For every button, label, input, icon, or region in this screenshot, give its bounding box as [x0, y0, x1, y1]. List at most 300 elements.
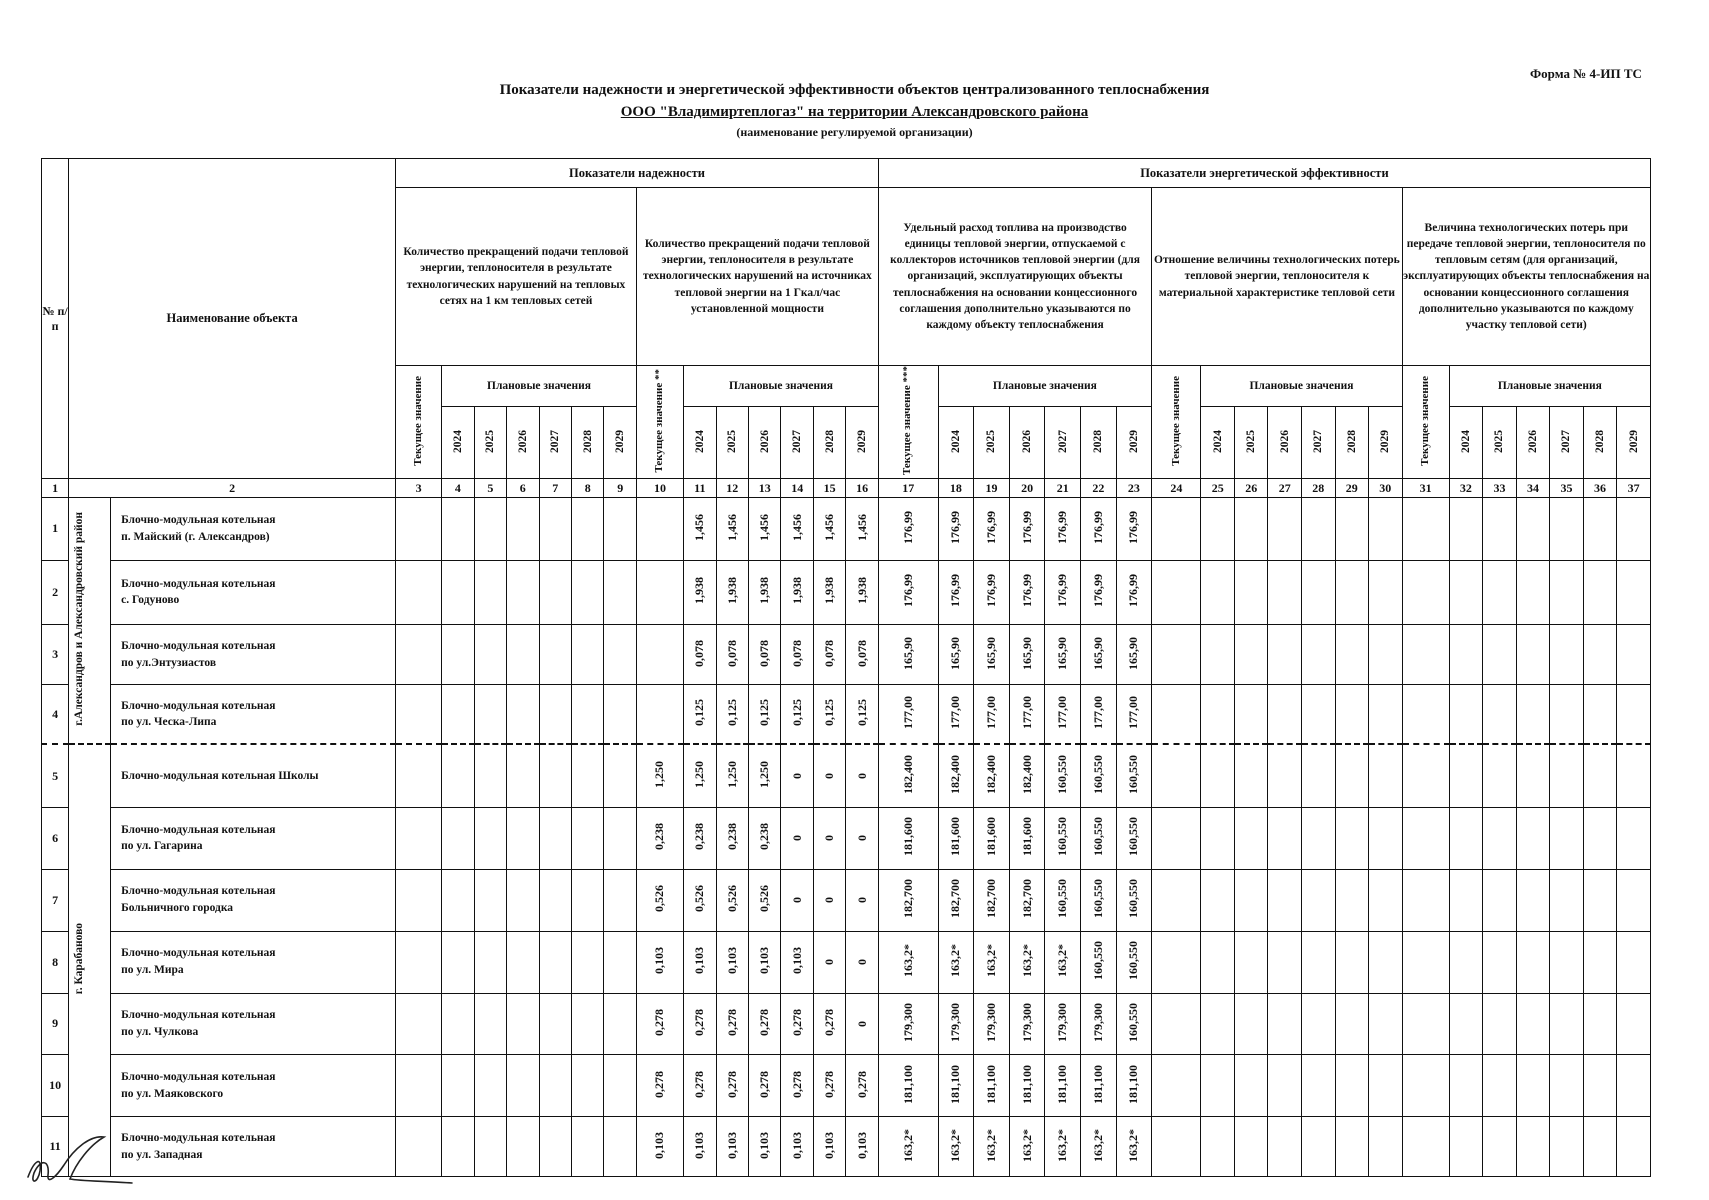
column-number: 2 — [69, 479, 396, 498]
empty-cell — [1302, 931, 1336, 993]
value-cell-reliability: 1,456 — [716, 498, 748, 561]
value-cell-reliability: 1,938 — [684, 560, 716, 624]
year-header: 2026 — [1268, 407, 1302, 479]
row-number: 3 — [42, 624, 69, 685]
empty-cell — [571, 931, 603, 993]
object-name — [111, 1117, 396, 1177]
empty-cell — [1369, 744, 1403, 807]
empty-cell — [396, 869, 442, 931]
empty-cell — [1268, 744, 1302, 807]
empty-cell — [1234, 931, 1268, 993]
column-number: 6 — [507, 479, 539, 498]
value-cell-reliability — [636, 685, 683, 744]
empty-cell — [1583, 1055, 1617, 1117]
table-row — [42, 685, 1651, 744]
year-header: 2026 — [507, 407, 539, 479]
empty-cell — [1483, 1055, 1517, 1117]
empty-cell — [1152, 744, 1201, 807]
header-current-3: Текущее значение *** — [878, 366, 938, 479]
empty-cell — [1402, 869, 1449, 931]
column-number: 24 — [1152, 479, 1201, 498]
empty-cell — [1201, 993, 1235, 1055]
empty-cell — [1583, 1117, 1617, 1177]
empty-cell — [1550, 624, 1584, 685]
empty-cell — [1302, 1117, 1336, 1177]
value-cell-fuel: 179,300 — [974, 993, 1010, 1055]
value-cell-reliability: 0,103 — [684, 931, 716, 993]
empty-cell — [1402, 498, 1449, 561]
value-cell-fuel: 177,00 — [1009, 685, 1045, 744]
value-cell-fuel: 160,550 — [1045, 744, 1081, 807]
value-cell-reliability: 1,456 — [684, 498, 716, 561]
empty-cell — [1201, 560, 1235, 624]
value-cell-fuel: 182,700 — [878, 869, 938, 931]
empty-cell — [1234, 807, 1268, 869]
signature — [20, 1125, 140, 1195]
empty-cell — [1201, 744, 1235, 807]
empty-cell — [1617, 931, 1651, 993]
year-header: 2029 — [846, 407, 878, 479]
value-cell-fuel: 182,400 — [938, 744, 974, 807]
object-name-line2: по ул.Энтузиастов — [121, 656, 217, 669]
value-cell-fuel: 163,2* — [1116, 1117, 1152, 1177]
value-cell-fuel: 177,00 — [878, 685, 938, 744]
column-number: 19 — [974, 479, 1010, 498]
table-row — [42, 807, 1651, 869]
value-cell-reliability: 0 — [813, 744, 845, 807]
empty-cell — [539, 744, 571, 807]
value-cell-reliability: 0 — [813, 931, 845, 993]
empty-cell — [604, 807, 636, 869]
year-header: 2026 — [1009, 407, 1045, 479]
value-cell-fuel: 179,300 — [1009, 993, 1045, 1055]
empty-cell — [1583, 993, 1617, 1055]
empty-cell — [474, 560, 506, 624]
value-cell-fuel: 181,600 — [878, 807, 938, 869]
empty-cell — [474, 1055, 506, 1117]
empty-cell — [571, 869, 603, 931]
table-body — [42, 498, 1651, 1177]
value-cell-fuel: 181,600 — [938, 807, 974, 869]
value-cell-reliability: 0,125 — [684, 685, 716, 744]
column-number: 36 — [1583, 479, 1617, 498]
value-cell-fuel: 181,100 — [1009, 1055, 1045, 1117]
value-cell-reliability: 0,238 — [748, 807, 780, 869]
value-cell-fuel: 176,99 — [1081, 560, 1117, 624]
value-cell-fuel: 165,90 — [1045, 624, 1081, 685]
document-title: Показатели надежности и энергетической эффективности объектов централизованного теплоснабжения — [499, 82, 1210, 98]
value-cell-fuel: 163,2* — [878, 931, 938, 993]
empty-cell — [571, 807, 603, 869]
empty-cell — [1483, 807, 1517, 869]
empty-cell — [1617, 807, 1651, 869]
empty-cell — [396, 1055, 442, 1117]
empty-cell — [1302, 498, 1336, 561]
object-name-line2: по ул. Гагарина — [121, 840, 203, 853]
value-cell-fuel: 163,2* — [1009, 931, 1045, 993]
empty-cell — [571, 993, 603, 1055]
empty-cell — [1152, 624, 1201, 685]
year-header: 2026 — [748, 407, 780, 479]
value-cell-reliability: 1,938 — [813, 560, 845, 624]
empty-cell — [571, 685, 603, 744]
column-number: 13 — [748, 479, 780, 498]
empty-cell — [1268, 498, 1302, 561]
object-name-line2: по ул. Западная — [121, 1148, 203, 1161]
empty-cell — [1617, 685, 1651, 744]
row-number: 11 — [42, 1117, 69, 1177]
empty-cell — [571, 560, 603, 624]
column-number: 18 — [938, 479, 974, 498]
empty-cell — [1402, 560, 1449, 624]
empty-cell — [604, 744, 636, 807]
empty-cell — [1449, 685, 1483, 744]
table-row — [42, 624, 1651, 685]
object-name-line1: Блочно-модульная котельная — [121, 885, 276, 898]
column-number: 23 — [1116, 479, 1152, 498]
value-cell-fuel: 176,99 — [1045, 498, 1081, 561]
value-cell-fuel: 160,550 — [1081, 931, 1117, 993]
column-number: 5 — [474, 479, 506, 498]
value-cell-reliability: 0 — [781, 869, 813, 931]
empty-cell — [507, 560, 539, 624]
year-header: 2029 — [1369, 407, 1403, 479]
row-number: 7 — [42, 869, 69, 931]
empty-cell — [1516, 685, 1550, 744]
empty-cell — [396, 560, 442, 624]
empty-cell — [1302, 744, 1336, 807]
empty-cell — [1268, 993, 1302, 1055]
year-header: 2028 — [1583, 407, 1617, 479]
object-name-line1: Блочно-модульная котельная — [121, 577, 276, 590]
object-name-line2: по ул. Чулкова — [121, 1025, 199, 1038]
empty-cell — [1152, 993, 1201, 1055]
column-number: 28 — [1302, 479, 1336, 498]
empty-cell — [1402, 993, 1449, 1055]
value-cell-fuel: 163,2* — [938, 931, 974, 993]
empty-cell — [1234, 1055, 1268, 1117]
empty-cell — [1483, 931, 1517, 993]
column-number: 17 — [878, 479, 938, 498]
value-cell-reliability: 1,938 — [716, 560, 748, 624]
region-aleksandrov: г.Александров и Александровский район — [69, 498, 111, 745]
empty-cell — [1268, 1117, 1302, 1177]
object-name-line2: с. Годуново — [121, 594, 180, 607]
row-number: 2 — [42, 560, 69, 624]
empty-cell — [1402, 624, 1449, 685]
column-number: 32 — [1449, 479, 1483, 498]
empty-cell — [1369, 685, 1403, 744]
value-cell-reliability: 0,103 — [813, 1117, 845, 1177]
empty-cell — [474, 1117, 506, 1177]
value-cell-fuel: 177,00 — [1116, 685, 1152, 744]
object-name — [111, 1055, 396, 1117]
column-number: 9 — [604, 479, 636, 498]
empty-cell — [1152, 1055, 1201, 1117]
empty-cell — [1335, 624, 1369, 685]
empty-cell — [507, 624, 539, 685]
value-cell-fuel: 163,2* — [878, 1117, 938, 1177]
empty-cell — [1617, 498, 1651, 561]
value-cell-reliability: 0,278 — [636, 1055, 683, 1117]
empty-cell — [539, 931, 571, 993]
value-cell-fuel: 160,550 — [1081, 807, 1117, 869]
empty-cell — [604, 685, 636, 744]
header-planned-4: Плановые значения — [1201, 366, 1402, 407]
object-name — [111, 685, 396, 744]
column-numbers-row — [42, 479, 1651, 498]
empty-cell — [507, 1117, 539, 1177]
row-number: 10 — [42, 1055, 69, 1117]
empty-cell — [1201, 1117, 1235, 1177]
empty-cell — [1483, 560, 1517, 624]
header-planned-1: Плановые значения — [442, 366, 637, 407]
value-cell-fuel: 163,2* — [1081, 1117, 1117, 1177]
value-cell-reliability: 1,938 — [748, 560, 780, 624]
empty-cell — [1483, 685, 1517, 744]
empty-cell — [1617, 560, 1651, 624]
value-cell-reliability: 1,456 — [813, 498, 845, 561]
object-name-line2: по ул. Маяковского — [121, 1087, 224, 1100]
empty-cell — [539, 1055, 571, 1117]
empty-cell — [1335, 560, 1369, 624]
column-number: 14 — [781, 479, 813, 498]
object-name-line2: по ул. Мира — [121, 964, 184, 977]
column-number: 20 — [1009, 479, 1045, 498]
column-number: 22 — [1081, 479, 1117, 498]
empty-cell — [1617, 993, 1651, 1055]
value-cell-fuel: 165,90 — [1009, 624, 1045, 685]
empty-cell — [1268, 869, 1302, 931]
empty-cell — [1516, 498, 1550, 561]
object-name — [111, 931, 396, 993]
header-current-2: Текущее значение ** — [636, 366, 683, 479]
empty-cell — [474, 807, 506, 869]
empty-cell — [1302, 869, 1336, 931]
empty-cell — [442, 931, 474, 993]
empty-cell — [1201, 869, 1235, 931]
empty-cell — [1234, 1117, 1268, 1177]
empty-cell — [396, 993, 442, 1055]
value-cell-reliability: 1,250 — [748, 744, 780, 807]
empty-cell — [539, 869, 571, 931]
organization-caption: (наименование регулируемой организации) — [736, 125, 973, 139]
value-cell-fuel: 160,550 — [1081, 869, 1117, 931]
empty-cell — [442, 744, 474, 807]
empty-cell — [604, 931, 636, 993]
year-header: 2024 — [442, 407, 474, 479]
empty-cell — [1302, 993, 1336, 1055]
value-cell-reliability: 0,103 — [636, 931, 683, 993]
value-cell-fuel: 176,99 — [878, 560, 938, 624]
column-number: 26 — [1234, 479, 1268, 498]
value-cell-reliability: 0,103 — [716, 931, 748, 993]
header-planned-3: Плановые значения — [938, 366, 1152, 407]
object-name-line1: Блочно-модульная котельная Школы — [121, 769, 319, 782]
empty-cell — [1201, 931, 1235, 993]
empty-cell — [442, 1055, 474, 1117]
object-name-line2: Больничного городка — [121, 902, 234, 915]
table-row — [42, 744, 1651, 807]
row-number: 1 — [42, 498, 69, 561]
empty-cell — [1449, 1117, 1483, 1177]
empty-cell — [1201, 1055, 1235, 1117]
year-header: 2027 — [539, 407, 571, 479]
empty-cell — [1268, 807, 1302, 869]
value-cell-reliability: 0 — [813, 869, 845, 931]
year-header: 2024 — [684, 407, 716, 479]
column-number: 35 — [1550, 479, 1584, 498]
object-name — [111, 807, 396, 869]
empty-cell — [396, 1117, 442, 1177]
empty-cell — [474, 931, 506, 993]
empty-cell — [1369, 807, 1403, 869]
value-cell-fuel: 176,99 — [938, 498, 974, 561]
year-header: 2029 — [1617, 407, 1651, 479]
empty-cell — [1335, 993, 1369, 1055]
value-cell-reliability: 0,103 — [636, 1117, 683, 1177]
value-cell-fuel: 160,550 — [1081, 744, 1117, 807]
empty-cell — [1583, 498, 1617, 561]
value-cell-reliability: 0 — [846, 744, 878, 807]
value-cell-fuel: 181,100 — [938, 1055, 974, 1117]
header-indicator-2: Количество прекращений подачи тепловой энергии, теплоносителя в результате технологических нарушений на источниках тепловой энергии на 1 Гкал/час установленной мощности — [636, 188, 878, 366]
header-current-1: Текущее значение — [396, 366, 442, 479]
value-cell-fuel: 163,2* — [974, 931, 1010, 993]
empty-cell — [1201, 685, 1235, 744]
value-cell-reliability: 0,278 — [716, 993, 748, 1055]
empty-cell — [539, 1117, 571, 1177]
header-indicator-1: Количество прекращений подачи тепловой энергии, теплоносителя в результате технологических нарушений на тепловых сетях на 1 км тепловых сетей — [396, 188, 637, 366]
table-row — [42, 498, 1651, 561]
value-cell-fuel: 179,300 — [878, 993, 938, 1055]
value-cell-reliability: 1,456 — [846, 498, 878, 561]
empty-cell — [539, 624, 571, 685]
value-cell-reliability — [636, 498, 683, 561]
object-name — [111, 869, 396, 931]
value-cell-fuel: 177,00 — [1045, 685, 1081, 744]
header-efficiency: Показатели энергетической эффективности — [878, 159, 1650, 188]
value-cell-fuel: 160,550 — [1116, 993, 1152, 1055]
year-header: 2027 — [781, 407, 813, 479]
empty-cell — [1516, 869, 1550, 931]
empty-cell — [442, 560, 474, 624]
empty-cell — [1152, 498, 1201, 561]
header-indicator-5: Величина технологических потерь при передаче тепловой энергии, теплоносителя по тепловым сетям (для организаций, эксплуатирующих объекты теплоснабжения на основании концессионного соглашения дополнительно указываются по каждому участку тепловой сети) — [1402, 188, 1650, 366]
value-cell-reliability: 0,278 — [813, 993, 845, 1055]
empty-cell — [1402, 1117, 1449, 1177]
empty-cell — [1402, 685, 1449, 744]
empty-cell — [1483, 624, 1517, 685]
empty-cell — [1268, 931, 1302, 993]
empty-cell — [1550, 498, 1584, 561]
column-number: 8 — [571, 479, 603, 498]
year-header: 2024 — [1201, 407, 1235, 479]
value-cell-reliability: 0,078 — [684, 624, 716, 685]
empty-cell — [571, 498, 603, 561]
empty-cell — [604, 993, 636, 1055]
value-cell-fuel: 176,99 — [878, 498, 938, 561]
empty-cell — [539, 498, 571, 561]
value-cell-reliability: 0,078 — [813, 624, 845, 685]
value-cell-fuel: 181,100 — [1116, 1055, 1152, 1117]
column-number: 27 — [1268, 479, 1302, 498]
empty-cell — [442, 807, 474, 869]
row-number: 4 — [42, 685, 69, 744]
empty-cell — [1234, 869, 1268, 931]
empty-cell — [442, 685, 474, 744]
empty-cell — [1152, 869, 1201, 931]
column-number: 15 — [813, 479, 845, 498]
column-number: 7 — [539, 479, 571, 498]
empty-cell — [1335, 498, 1369, 561]
empty-cell — [1369, 993, 1403, 1055]
empty-cell — [1302, 560, 1336, 624]
empty-cell — [507, 869, 539, 931]
empty-cell — [539, 560, 571, 624]
empty-cell — [474, 744, 506, 807]
empty-cell — [1449, 1055, 1483, 1117]
empty-cell — [571, 1055, 603, 1117]
value-cell-reliability: 0 — [781, 744, 813, 807]
empty-cell — [1516, 560, 1550, 624]
year-header: 2027 — [1302, 407, 1336, 479]
value-cell-reliability: 0,526 — [748, 869, 780, 931]
value-cell-reliability: 0,526 — [636, 869, 683, 931]
empty-cell — [1152, 560, 1201, 624]
value-cell-reliability: 0,278 — [813, 1055, 845, 1117]
value-cell-reliability: 0,278 — [748, 1055, 780, 1117]
value-cell-reliability: 0,103 — [716, 1117, 748, 1177]
value-cell-fuel: 165,90 — [938, 624, 974, 685]
empty-cell — [1369, 869, 1403, 931]
empty-cell — [1449, 498, 1483, 561]
empty-cell — [1369, 498, 1403, 561]
value-cell-fuel: 176,99 — [938, 560, 974, 624]
year-header: 2026 — [1516, 407, 1550, 479]
value-cell-reliability: 0,278 — [781, 993, 813, 1055]
value-cell-reliability: 0,278 — [684, 1055, 716, 1117]
empty-cell — [1234, 498, 1268, 561]
empty-cell — [1234, 560, 1268, 624]
empty-cell — [507, 807, 539, 869]
empty-cell — [1152, 807, 1201, 869]
empty-cell — [539, 993, 571, 1055]
organization-title: ООО "Владимиртеплогаз" на территории Александровского района — [620, 104, 1089, 120]
value-cell-reliability: 0 — [846, 931, 878, 993]
column-number: 31 — [1402, 479, 1449, 498]
year-header: 2028 — [1335, 407, 1369, 479]
value-cell-reliability: 1,456 — [748, 498, 780, 561]
empty-cell — [1369, 1055, 1403, 1117]
value-cell-fuel: 182,400 — [878, 744, 938, 807]
empty-cell — [1617, 1117, 1651, 1177]
object-name-line1: Блочно-модульная котельная — [121, 639, 276, 652]
column-number: 30 — [1369, 479, 1403, 498]
empty-cell — [1201, 807, 1235, 869]
header-num: № п/п — [42, 159, 69, 479]
value-cell-reliability: 0,125 — [846, 685, 878, 744]
column-number: 10 — [636, 479, 683, 498]
value-cell-fuel: 177,00 — [938, 685, 974, 744]
empty-cell — [1302, 807, 1336, 869]
empty-cell — [571, 1117, 603, 1177]
empty-cell — [396, 498, 442, 561]
object-name — [111, 624, 396, 685]
empty-cell — [1234, 744, 1268, 807]
year-header: 2029 — [604, 407, 636, 479]
object-name-line2: п. Майский (г. Александров) — [121, 530, 270, 543]
